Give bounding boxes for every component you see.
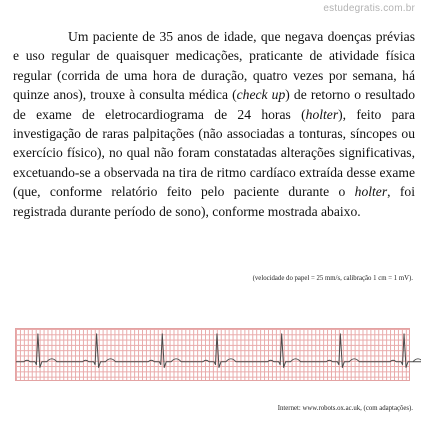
passage-text-1: Um paciente de 35 anos de idade, que negava doenças prévias e uso regular de quaisquer medicações, praticante de atividade física regular (corrida de uma hora de duração, quatro vezes por semana, há quinze anos), trouxe à consulta médica ( [13,29,415,103]
passage-italic-holter-1: holter [305,106,339,122]
passage-text-2: ) de retorno o resultado de exame de eletrocardiograma de 24 horas ( [13,87,415,122]
question-passage [13,27,415,221]
ecg-paper-speed-caption: (velocidade do papel = 25 mm/s, calibração 1 cm = 1 mV). [252,275,413,282]
passage-italic-holter-2: holter [354,184,388,200]
passage-text-4: , foi registrada durante período de sono), conforme mostrada abaixo. [13,184,415,219]
passage-text-3: ), feito para investigação de raras palpitações (não associadas a tonturas, síncopes ou exercício físico), no qual não foram constatadas alterações significativas, excetuando-se a observada na tira de ritmo cardíaco extraída desse exame (que, conforme relatório feito pelo paciente durante o [13,106,415,200]
figure-source-credit: Internet: www.robots.ox.ac.uk, (com adaptações). [277,405,413,412]
passage-italic-check-up: check up [236,87,286,103]
ecg-trace-svg [16,329,409,380]
ecg-trace-line [16,334,421,368]
ecg-rhythm-strip [15,328,410,381]
site-watermark: estudegratis.com.br [323,3,415,14]
